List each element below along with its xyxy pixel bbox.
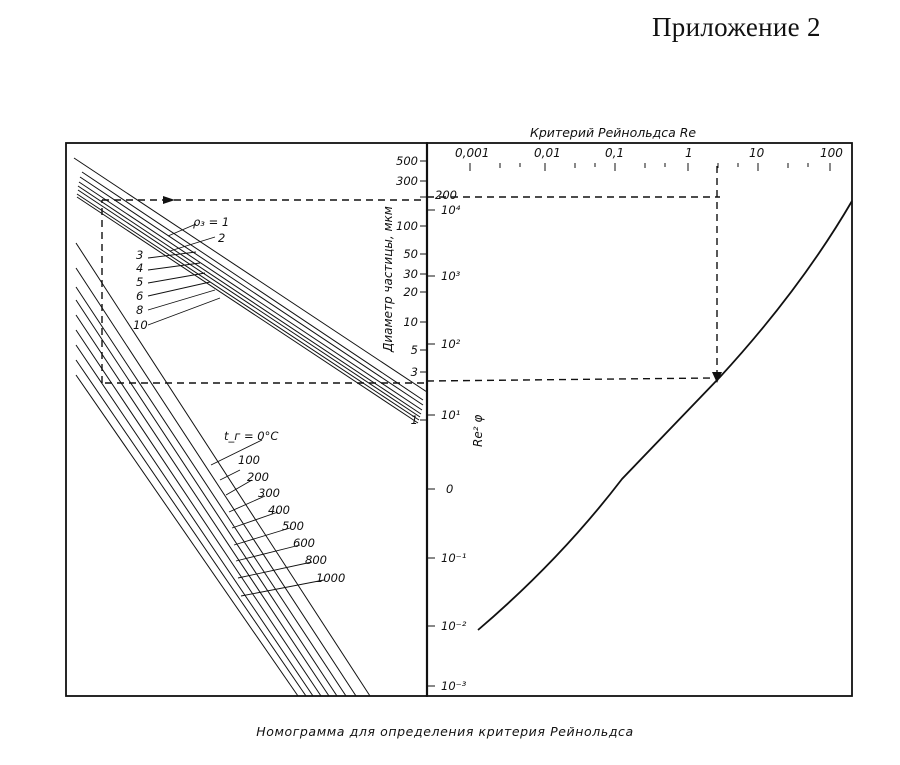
temperature-label: 800: [305, 553, 327, 567]
density-title: ρ₃ = 1: [193, 215, 230, 229]
top-tick-label: 10: [749, 146, 765, 160]
re2phi-tick-label: 10³: [441, 269, 461, 283]
re2phi-tick-label: 10¹: [441, 408, 461, 422]
re2phi-tick-label: 10⁻³: [441, 679, 467, 693]
temperature-title: t_г = 0°C: [224, 429, 279, 443]
diameter-axis-title: Диаметр частицы, мкм: [381, 206, 395, 352]
diameter-tick-label: 300: [396, 174, 418, 188]
top-tick-label: 0,001: [455, 146, 490, 160]
density-label: 6: [136, 289, 144, 303]
diameter-tick-label: 50: [403, 247, 418, 261]
density-label: 10: [133, 318, 148, 332]
density-label: 5: [136, 275, 144, 289]
figure-caption: Номограмма для определения критерия Рейнольдса: [256, 724, 634, 739]
top-axis-title: Критерий Рейнольдса Re: [530, 125, 697, 140]
diameter-tick-label: 500: [396, 154, 418, 168]
diameter-tick-label: 1: [410, 413, 418, 427]
top-tick-label: 0,01: [534, 146, 561, 160]
re2phi-tick-label: 10²: [441, 337, 461, 351]
diameter-tick-label: 20: [403, 285, 418, 299]
top-axis-ticks: [470, 163, 830, 171]
diameter-tick-label: 5: [410, 343, 418, 357]
diameter-tick-label: 200: [435, 188, 457, 202]
re2phi-tick-label: 0: [446, 482, 454, 496]
temperature-label: 200: [247, 470, 269, 484]
re2phi-curve: [478, 201, 852, 630]
top-tick-label: 1: [685, 146, 693, 160]
diameter-tick-label: 30: [403, 267, 418, 281]
re2phi-tick-label: 10⁻²: [441, 619, 467, 633]
diameter-tick-label: 3: [410, 365, 418, 379]
temperature-label: 500: [282, 519, 304, 533]
temperature-label: 100: [238, 453, 260, 467]
density-label: 8: [136, 303, 144, 317]
temperature-lines: [76, 243, 370, 696]
re2phi-tick-label: 10⁻¹: [441, 551, 467, 565]
density-label: 2: [218, 231, 226, 245]
density-label: 4: [136, 261, 144, 275]
right-panel-frame: [427, 143, 852, 696]
re2phi-tick-label: 10⁴: [441, 203, 461, 217]
temperature-label: 400: [268, 503, 290, 517]
top-tick-label: 100: [820, 146, 843, 160]
top-tick-label: 0,1: [605, 146, 625, 160]
temperature-label: 300: [258, 486, 280, 500]
diameter-tick-label: 100: [396, 219, 418, 233]
temperature-label: 600: [293, 536, 315, 550]
re2phi-axis-title: Re² φ: [471, 414, 485, 447]
re2phi-axis-ticks: [427, 210, 435, 686]
density-label: 3: [136, 248, 144, 262]
temperature-label: 1000: [316, 571, 346, 585]
appendix-title: Приложение 2: [652, 12, 821, 42]
diameter-tick-label: 10: [403, 315, 418, 329]
